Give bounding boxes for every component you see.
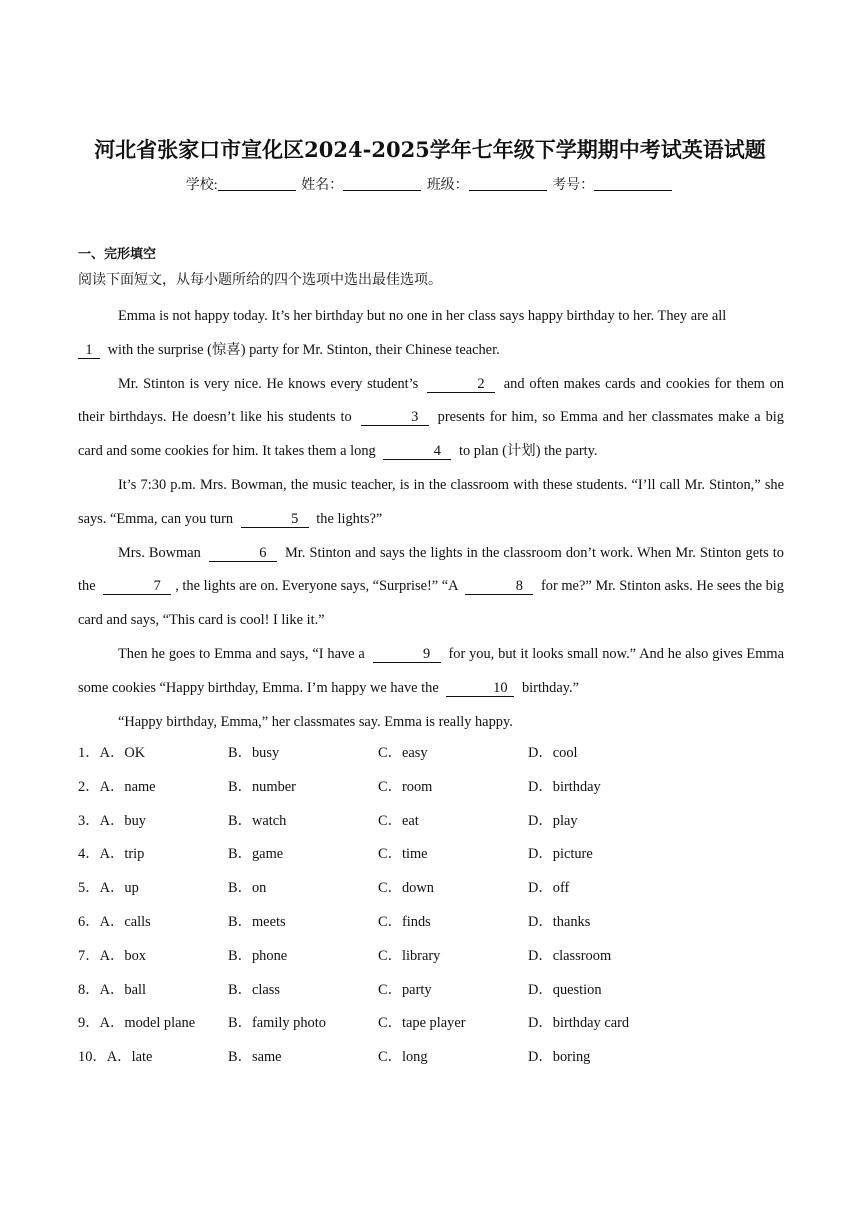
option-b[interactable]: B．meets	[228, 913, 286, 930]
option-a[interactable]: 6．A．calls	[78, 913, 151, 930]
question-options-row	[78, 809, 784, 843]
passage-text: with the surprise (惊喜) party for Mr. Stinton, their Chinese teacher.	[107, 341, 500, 358]
passage-paragraph	[78, 469, 784, 537]
option-c[interactable]: C．room	[378, 778, 433, 795]
answer-blank-9: 9	[373, 646, 441, 663]
passage-text: presents for him, so Emma and her classmates make a big card and some cookies for him. It takes them a long	[78, 409, 784, 460]
passage-paragraph	[78, 706, 784, 740]
class-label: 班级：	[426, 178, 469, 193]
option-d[interactable]: D．classroom	[528, 947, 612, 964]
option-c[interactable]: C．easy	[378, 745, 428, 761]
option-b[interactable]: B．phone	[228, 947, 288, 964]
option-b[interactable]: B．watch	[228, 812, 287, 829]
option-b[interactable]: B．busy	[228, 745, 280, 761]
passage-text: Mr. Stinton and says the lights in the classroom don’t work. When Mr. Stinton gets to the	[78, 544, 784, 595]
answer-blank-8: 8	[465, 578, 533, 595]
option-c[interactable]: C．library	[378, 947, 441, 964]
option-d[interactable]: D．play	[528, 812, 578, 829]
option-a[interactable]: 2．A．name	[78, 778, 156, 795]
answer-options	[78, 741, 784, 1079]
option-b[interactable]: B．class	[228, 981, 280, 998]
option-c[interactable]: C．down	[378, 880, 434, 897]
id-label: 考号：	[552, 178, 595, 193]
option-c[interactable]: C．tape player	[378, 1015, 466, 1032]
option-b[interactable]: B．on	[228, 880, 267, 897]
option-d[interactable]: D．birthday	[528, 778, 601, 795]
answer-blank-2: 2	[427, 376, 495, 393]
passage-text: Emma is not happy today. It’s her birthday but no one in her class says happy birthday to her. They are all	[118, 308, 727, 324]
option-b[interactable]: B．game	[228, 846, 284, 863]
answer-blank-3: 3	[361, 409, 429, 426]
passage-text: Mr. Stinton is very nice. He knows every student’s	[118, 375, 419, 392]
passage-text: the lights?”	[316, 510, 383, 527]
option-d[interactable]: D．question	[528, 981, 602, 998]
question-options-row	[78, 910, 784, 944]
passage-text: and often makes cards and cookies for them on their birthdays. He doesn’t like his students to	[78, 375, 784, 426]
question-options-row	[78, 1045, 784, 1079]
passage-text: , the lights are on. Everyone says, “Surprise!” “A	[175, 578, 458, 595]
option-c[interactable]: C．finds	[378, 913, 431, 930]
option-b[interactable]: B．same	[228, 1049, 282, 1066]
school-blank[interactable]	[218, 176, 296, 191]
question-options-row	[78, 978, 784, 1012]
passage-paragraph	[78, 300, 784, 368]
name-label: 姓名：	[301, 178, 344, 193]
question-options-row	[78, 842, 784, 876]
option-c[interactable]: C．time	[378, 846, 428, 863]
answer-blank-5: 5	[241, 511, 309, 528]
option-a[interactable]: 10．A．late	[78, 1049, 153, 1066]
option-a[interactable]: 1．A．OK	[78, 745, 146, 761]
answer-blank-4: 4	[383, 443, 451, 460]
class-blank[interactable]	[469, 176, 547, 191]
question-options-row	[78, 944, 784, 978]
section-heading: 一、完形填空	[78, 247, 157, 262]
option-a[interactable]: 4．A．trip	[78, 846, 145, 863]
question-options-row	[78, 741, 784, 775]
option-d[interactable]: D．picture	[528, 846, 593, 863]
option-c[interactable]: C．long	[378, 1049, 428, 1066]
section-instruction: 阅读下面短文，从每小题所给的四个选项中选出最佳选项。	[78, 273, 442, 288]
passage-text: It’s 7:30 p.m. Mrs. Bowman, the music teacher, is in the classroom with these students. “I’ll call Mr. Stinton,” she says. “Emma, can you turn	[78, 476, 784, 527]
cloze-passage	[78, 300, 784, 739]
option-b[interactable]: B．family photo	[228, 1015, 326, 1032]
option-c[interactable]: C．party	[378, 981, 432, 998]
passage-text: Then he goes to Emma and says, “I have a	[118, 645, 365, 662]
option-d[interactable]: D．off	[528, 880, 570, 897]
option-d[interactable]: D．thanks	[528, 913, 591, 930]
passage-paragraph	[78, 368, 784, 469]
passage-text: “Happy birthday, Emma,” her classmates say. Emma is really happy.	[118, 713, 513, 730]
answer-blank-6: 6	[209, 545, 277, 562]
name-field	[301, 174, 423, 194]
option-a[interactable]: 5．A．up	[78, 880, 139, 897]
option-c[interactable]: C．eat	[378, 812, 419, 829]
passage-text: to plan (计划) the party.	[458, 443, 598, 460]
passage-text: Mrs. Bowman	[118, 544, 201, 561]
passage-text: birthday.”	[521, 679, 579, 696]
question-options-row	[78, 1011, 784, 1045]
option-b[interactable]: B．number	[228, 778, 296, 795]
option-a[interactable]: 7．A．box	[78, 947, 146, 964]
id-field	[552, 174, 674, 194]
name-blank[interactable]	[343, 176, 421, 191]
option-d[interactable]: D．boring	[528, 1049, 591, 1066]
question-options-row	[78, 876, 784, 910]
school-field	[186, 174, 298, 194]
answer-blank-10: 10	[446, 680, 514, 697]
student-info-line	[0, 174, 860, 194]
passage-text: for me?” Mr. Stinton asks. He sees the big card and says, “This card is cool! I like it.”	[78, 578, 784, 629]
id-blank[interactable]	[594, 176, 672, 191]
school-label: 学校:	[185, 178, 218, 193]
class-field	[427, 174, 549, 194]
passage-text: for you, but it looks small now.” And he also gives Emma some cookies “Happy birthday, Emma. I’m happy we have the	[78, 645, 784, 696]
option-d[interactable]: D．cool	[528, 745, 578, 761]
option-a[interactable]: 8．A．ball	[78, 981, 146, 998]
question-options-row	[78, 775, 784, 809]
option-a[interactable]: 9．A．model plane	[78, 1015, 196, 1032]
passage-paragraph	[78, 638, 784, 706]
option-a[interactable]: 3．A．buy	[78, 812, 146, 829]
answer-blank-7: 7	[103, 578, 171, 595]
option-d[interactable]: D．birthday card	[528, 1015, 630, 1032]
exam-title: 河北省张家口市宣化区2024-2025学年七年级下学期期中考试英语试题	[94, 137, 766, 162]
passage-paragraph	[78, 537, 784, 638]
answer-blank-1: 1	[78, 342, 100, 359]
